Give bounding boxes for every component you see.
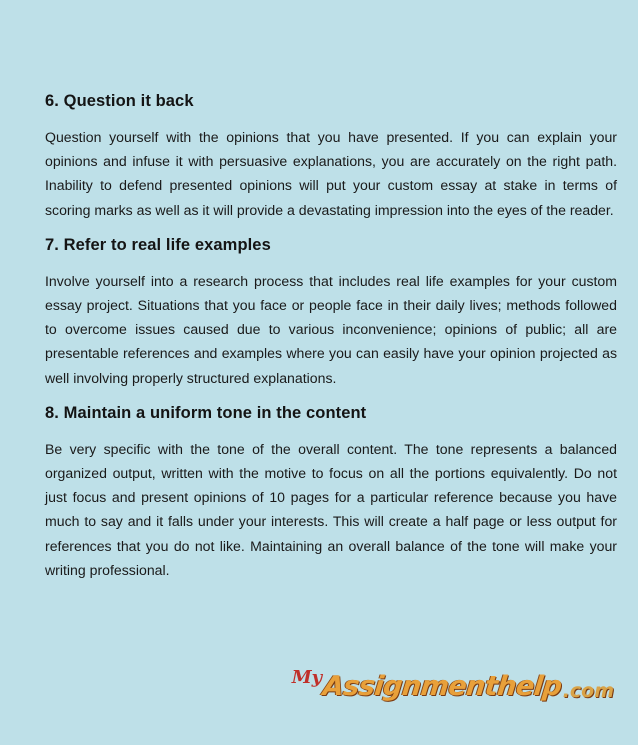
section-body: Involve yourself into a research process that includes real life examples for your custom essay project. Situations that you face or people face in their daily lives; methods followed to overcome issues caused due to various inconvenience; opinions of public; all are presentable references and examples where you can easily have your opinion projected as well involving properly structured explanations. xyxy=(45,272,617,386)
section-heading: 6. Question it back xyxy=(45,92,194,110)
section-body: Be very specific with the tone of the overall content. The tone represents a balanced organized output, written with the motive to focus on all the portions equivalently. Do not just focus and present opinions of 10 pages for a particular reference because you have much to say and it falls under your interests. This will create a half page or less output for references that you do not like. Maintaining an overall balance of the tone will make your writing professional. xyxy=(45,440,617,578)
logo-main-text: Assignmenthelp xyxy=(321,671,564,702)
section-body: Question yourself with the opinions that you have presented. If you can explain your opinions and infuse it with persuasive explanations, you are accurately on the right path. Inability to defend presented opinions will put your custom essay at stake in terms of scoring marks as well as it will provide a devastating impression into the eyes of the reader. xyxy=(45,129,617,218)
section-question-it-back xyxy=(45,88,617,222)
section-uniform-tone xyxy=(45,400,617,582)
brand-logo xyxy=(292,660,614,702)
document-page xyxy=(45,88,617,592)
section-heading: 8. Maintain a uniform tone in the content xyxy=(45,403,367,422)
section-heading: 7. Refer to real life examples xyxy=(45,235,271,254)
section-real-life-examples xyxy=(45,232,617,390)
logo-prefix: My xyxy=(291,667,323,688)
logo-suffix: .com xyxy=(562,680,614,702)
